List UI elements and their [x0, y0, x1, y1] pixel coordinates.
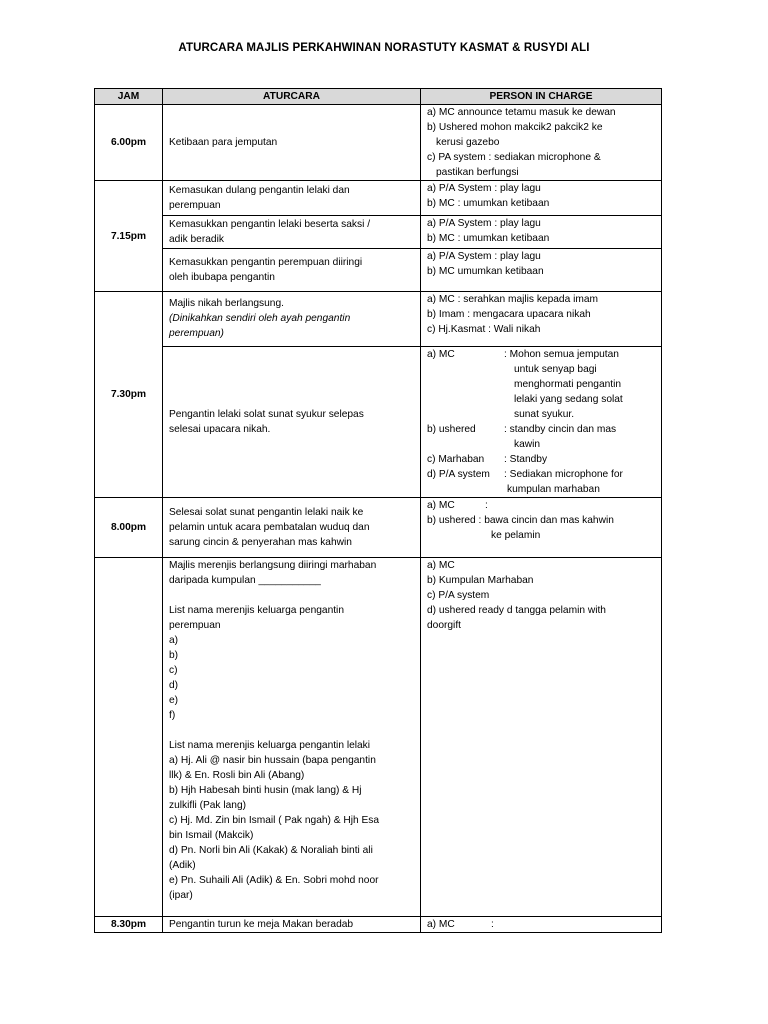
pic-line: d) ushered ready d tangga pelamin with [427, 605, 606, 616]
pic-line: a) P/A System : play lagu [427, 251, 541, 262]
activity-line: perempuan [169, 620, 221, 631]
activity-line: perempuan) [169, 328, 224, 339]
activity-line: oleh ibubapa pengantin [169, 272, 275, 283]
table-row [95, 917, 662, 933]
activity-line [169, 588, 414, 603]
pic-line [427, 422, 655, 437]
activity-line: zulkifli (Pak lang) [169, 800, 246, 811]
pic-line: untuk senyap bagi [514, 364, 597, 375]
activity-line: Pengantin lelaki solat sunat syukur selepas [169, 409, 364, 420]
table-row [95, 498, 662, 558]
pic-role: a) MC [427, 919, 455, 930]
activity-line: (ipar) [169, 890, 193, 901]
activity-line: Majlis merenjis berlangsung diiringi marhaban [169, 560, 377, 571]
activity-line [169, 723, 414, 738]
activity-line: sarung cincin & penyerahan mas kahwin [169, 537, 352, 548]
pic-line: pastikan berfungsi [436, 167, 519, 178]
activity-line: perempuan [169, 200, 221, 211]
pic-role: a) MC [427, 500, 455, 511]
activity-line: List nama merenjis keluarga pengantin lelaki [169, 740, 371, 751]
pic-role: c) Marhaban [427, 454, 485, 465]
table-row [95, 181, 662, 216]
pic-line: c) PA system : sediakan microphone & [427, 152, 601, 163]
time-cell: 7.15pm [95, 181, 163, 292]
activity-line: a) Hj. Ali @ nasir bin hussain (bapa pengantin [169, 755, 376, 766]
pic-line [427, 452, 655, 467]
activity-line: c) [169, 665, 178, 676]
pic-line: b) Ushered mohon makcik2 pakcik2 ke [427, 122, 603, 133]
table-row [95, 292, 662, 347]
activity-line: b) [169, 650, 179, 661]
pic-role: a) MC [427, 349, 455, 360]
pic-line: b) MC : umumkan ketibaan [427, 233, 550, 244]
time-cell: 8.30pm [95, 917, 163, 933]
activity-line: Kemasukan dulang pengantin lelaki dan [169, 185, 350, 196]
activity-line: d) Pn. Norli bin Ali (Kakak) & Noraliah binti ali [169, 845, 373, 856]
header-aturcara: ATURCARA [163, 89, 421, 105]
header-person-in-charge: PERSON IN CHARGE [421, 89, 662, 105]
pic-line: b) Kumpulan Marhaban [427, 575, 534, 586]
activity-line: Kemasukkan pengantin perempuan diiringi [169, 257, 363, 268]
activity-line: pelamin untuk acara pembatalan wuduq dan [169, 522, 370, 533]
activity-line: Majlis nikah berlangsung. [169, 298, 284, 309]
table-row [95, 249, 662, 292]
activity-cell [163, 498, 421, 558]
pic-line: a) P/A System : play lagu [427, 218, 541, 229]
pic-task: : [491, 919, 494, 930]
activity-line: (Dinikahkan sendiri oleh ayah pengantin [169, 313, 351, 324]
pic-task: : Mohon semua jemputan [504, 349, 619, 360]
table-row [95, 105, 662, 181]
pic-line: b) MC : umumkan ketibaan [427, 198, 550, 209]
activity-cell [163, 558, 421, 917]
activity-line: c) Hj. Md. Zin bin Ismail ( Pak ngah) & Hjh Esa [169, 815, 380, 826]
activity-line: Selesai solat sunat pengantin lelaki naik ke [169, 507, 364, 518]
activity-cell [163, 292, 421, 347]
time-cell: 6.00pm [95, 105, 163, 181]
person-in-charge-cell [421, 558, 662, 917]
activity-line: adik beradik [169, 234, 224, 245]
activity-line: Kemasukkan pengantin lelaki beserta saksi / [169, 219, 371, 230]
pic-line: c) P/A system [427, 590, 490, 601]
person-in-charge-cell [421, 249, 662, 292]
activity-line: f) [169, 710, 176, 721]
activity-line: (Adik) [169, 860, 196, 871]
pic-task: : Standby [504, 454, 548, 465]
activity-cell [163, 216, 421, 249]
activity-line: a) [169, 635, 179, 646]
activity-line: llk) & En. Rosli bin Ali (Abang) [169, 770, 305, 781]
pic-line: a) MC : serahkan majlis kepada imam [427, 294, 598, 305]
activity-cell: Ketibaan para jemputan [163, 105, 421, 181]
person-in-charge-cell [421, 498, 662, 558]
pic-line: sunat syukur. [514, 409, 575, 420]
activity-cell [163, 249, 421, 292]
pic-role: b) ushered [427, 424, 476, 435]
pic-line [427, 467, 655, 482]
activity-line: List nama merenjis keluarga pengantin [169, 605, 344, 616]
activity-line: selesai upacara nikah. [169, 424, 271, 435]
pic-line [427, 498, 655, 513]
time-cell: 7.30pm [95, 292, 163, 498]
person-in-charge-cell [421, 105, 662, 181]
time-cell: 8.00pm [95, 498, 163, 558]
activity-line: bin Ismail (Makcik) [169, 830, 254, 841]
document-title: ATURCARA MAJLIS PERKAHWINAN NORASTUTY KASMAT & RUSYDI ALI [178, 42, 590, 54]
pic-line: lelaki yang sedang solat [514, 394, 623, 405]
table-row [95, 216, 662, 249]
pic-task: : standby cincin dan mas [504, 424, 617, 435]
pic-role: d) P/A system [427, 469, 490, 480]
pic-line: c) Hj.Kasmat : Wali nikah [427, 324, 541, 335]
person-in-charge-cell [421, 181, 662, 216]
pic-line: menghormati pengantin [514, 379, 622, 390]
pic-line: a) MC [427, 560, 455, 571]
person-in-charge-cell [421, 292, 662, 347]
pic-line: b) MC umumkan ketibaan [427, 266, 544, 277]
activity-cell: Pengantin turun ke meja Makan beradab [163, 917, 421, 933]
pic-line: a) MC announce tetamu masuk ke dewan [427, 107, 616, 118]
person-in-charge-cell [421, 917, 662, 933]
pic-line: kawin [514, 439, 541, 450]
header-row [95, 89, 662, 105]
pic-line: a) P/A System : play lagu [427, 183, 541, 194]
activity-line: b) Hjh Habesah binti husin (mak lang) & Hj [169, 785, 362, 796]
activity-line: e) Pn. Suhaili Ali (Adik) & En. Sobri mohd noor [169, 875, 379, 886]
pic-line: ke pelamin [491, 530, 541, 541]
time-cell [95, 558, 163, 917]
pic-line: kerusi gazebo [436, 137, 500, 148]
pic-task: : Sediakan microphone for [504, 469, 623, 480]
activity-cell [163, 181, 421, 216]
pic-line: b) ushered : bawa cincin dan mas kahwin [427, 515, 614, 526]
schedule-table [94, 88, 662, 933]
pic-line: b) Imam : mengacara upacara nikah [427, 309, 591, 320]
header-jam: JAM [95, 89, 163, 105]
person-in-charge-cell [421, 216, 662, 249]
person-in-charge-cell [421, 347, 662, 498]
table-row [95, 347, 662, 498]
pic-task: : [485, 500, 488, 511]
activity-line: daripada kumpulan ___________ [169, 575, 321, 586]
activity-line: d) [169, 680, 179, 691]
pic-line: kumpulan marhaban [507, 484, 600, 495]
pic-line: doorgift [427, 620, 461, 631]
pic-line [427, 347, 655, 362]
table-row [95, 558, 662, 917]
activity-line: e) [169, 695, 179, 706]
activity-cell [163, 347, 421, 498]
